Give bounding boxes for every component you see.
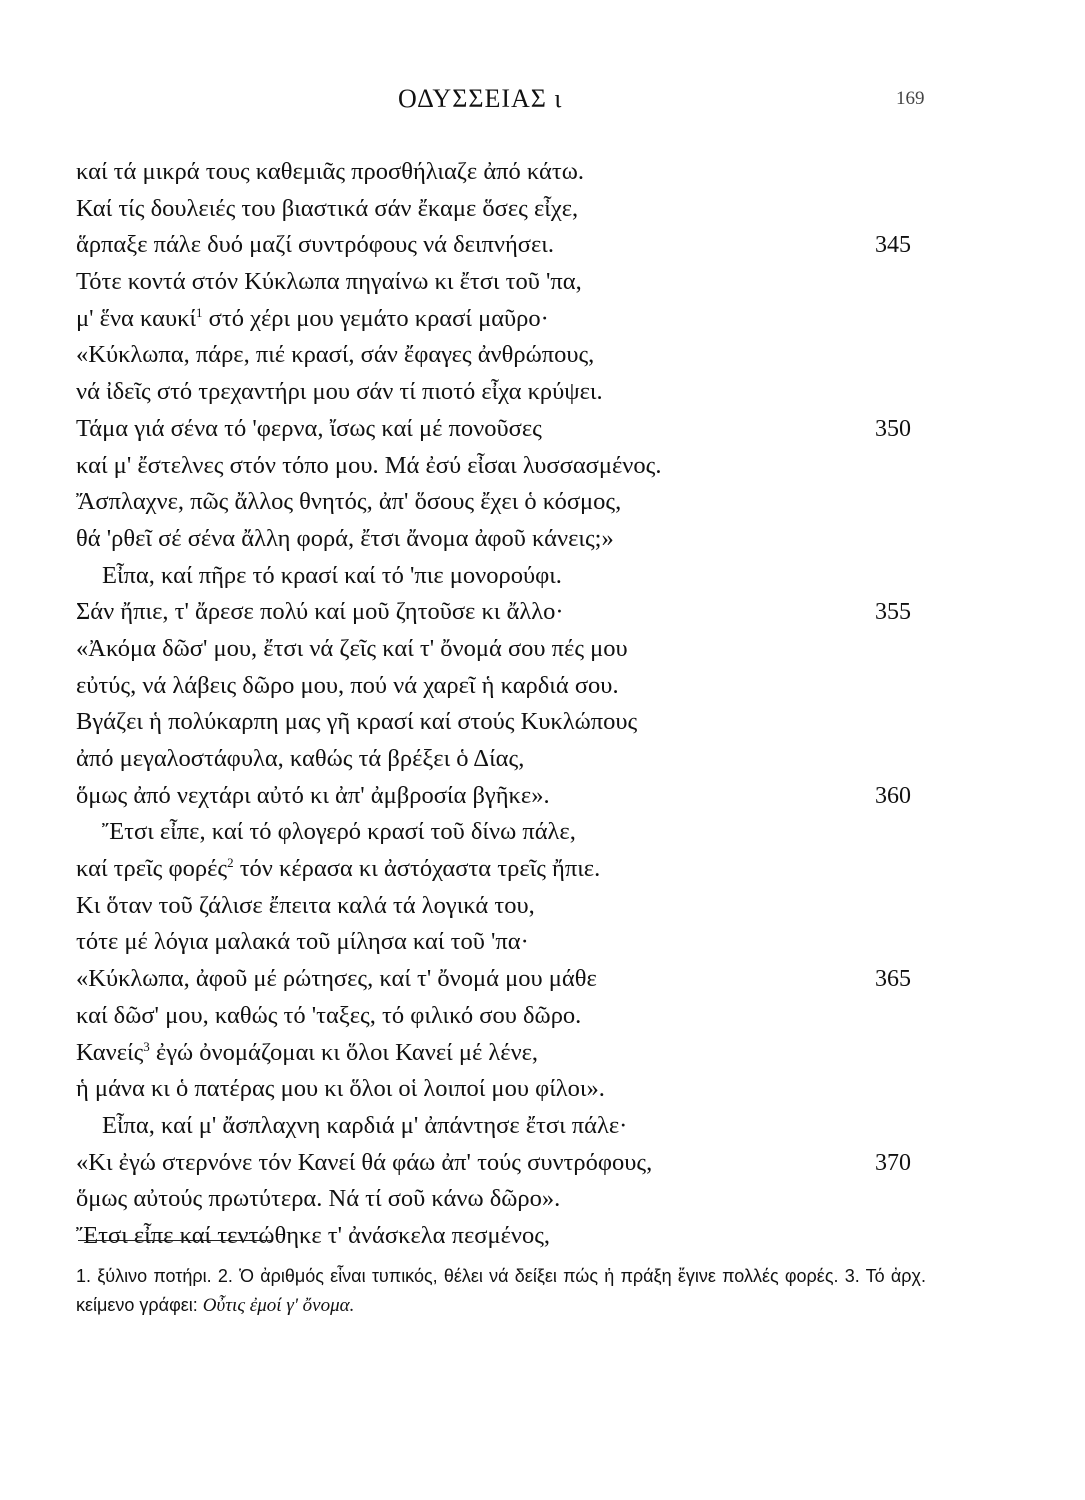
verse-text-part: Ἄσπλαχνε, πῶς ἄλλος θνητός, ἀπ' ὅσους ἔχει ὁ κόσμος,: [76, 488, 622, 516]
verse-line: [76, 484, 936, 521]
verse-line: [76, 337, 936, 374]
verse-text: [76, 562, 562, 589]
verse-line: [76, 704, 936, 741]
verse-text: [76, 452, 661, 479]
verse-text-part: Τότε κοντά στόν Κύκλωπα πηγαίνω κι ἔτσι τοῦ 'πα,: [76, 268, 582, 296]
verse-text: [76, 708, 637, 735]
verse-text: [76, 928, 529, 955]
verse-line: [76, 411, 936, 448]
verse-text-part: ἀπό μεγαλοστάφυλα, καθώς τά βρέξει ὁ Δίας,: [76, 745, 525, 772]
footnote-marker: 1: [196, 304, 203, 320]
verse-line: [76, 191, 936, 228]
verse-text: [76, 305, 549, 332]
footnote-3: 3. Τό ἀρχ. κείμενο γράφει:: [76, 1266, 926, 1315]
line-number: 345: [875, 232, 911, 259]
verse-text: [76, 158, 584, 185]
verse-line: [76, 521, 936, 558]
footnote-marker: 2: [227, 855, 234, 871]
page-number: 169: [896, 88, 925, 109]
verse-text: [76, 598, 564, 625]
verse-line: [76, 888, 936, 925]
verse-text-part: στό χέρι μου γεμάτο κρασί μαῦρο·: [202, 304, 549, 332]
verse-text-part: «Κι ἐγώ στερνόνε τόν Κανεί θά φάω ἀπ' τούς συντρόφους,: [76, 1148, 653, 1176]
verse-text-part: Κανείς: [76, 1038, 144, 1066]
verse-line: [76, 558, 936, 595]
verse-text: [76, 1002, 581, 1029]
verse-line: [76, 924, 936, 961]
footnote-3-quote: Οὖτις ἐμοί γ' ὄνομα.: [202, 1295, 355, 1316]
verse-text: [76, 1039, 538, 1066]
verse-text-part: καί μ' ἔστελνες στόν τόπο μου. Μά ἐσύ εἶσαι λυσσασμένος.: [76, 451, 662, 479]
verse-line: [76, 1181, 936, 1218]
verse-line: [76, 778, 936, 815]
line-number: 370: [875, 1149, 911, 1176]
running-head: [0, 84, 1085, 124]
verse-line: [76, 814, 936, 851]
verse-text: [76, 672, 619, 699]
verse-text: [76, 1075, 605, 1102]
verse-text: [76, 818, 576, 845]
verse-text-part: Βγάζει ἡ πολύκαρπη μας γῆ κρασί καί στούς Κυκλώπους: [76, 708, 638, 736]
verse-text-part: θά 'ρθεῖ σέ σένα ἄλλη φορά, ἔτσι ἄνομα ἀφοῦ κάνεις;»: [76, 524, 614, 552]
verse-text: [76, 1149, 652, 1176]
verse-line: [76, 374, 936, 411]
verse-text-part: καί τά μικρά τους καθεμιᾶς προσθήλιαζε ἀπό κάτω.: [76, 158, 584, 185]
verse-text: [76, 378, 603, 405]
verse-text-part: ἅρπαξε πάλε δυό μαζί συντρόφους νά δειπνήσει.: [76, 231, 555, 259]
verse-text: [76, 782, 550, 809]
verse-text-part: ἐγώ ὀνομάζομαι κι ὅλοι Κανεί μέ λένε,: [149, 1038, 539, 1066]
verse-text: [76, 1185, 560, 1212]
line-number: 350: [875, 415, 911, 442]
poem-text: [76, 154, 936, 1255]
verse-text: [76, 195, 578, 222]
verse-line: [76, 1145, 936, 1182]
verse-text-part: Σάν ἤπιε, τ' ἄρεσε πολύ καί μοῦ ζητοῦσε κι ἄλλο·: [76, 598, 564, 626]
verse-line: [76, 264, 936, 301]
verse-line: [76, 301, 936, 338]
verse-text-part: ὅμως ἀπό νεχτάρι αὐτό κι ἀπ' ἀμβροσία βγῆκε».: [76, 781, 550, 809]
verse-text: [76, 1112, 627, 1139]
verse-text-part: «Κύκλωπα, πάρε, πιέ κρασί, σάν ἔφαγες ἀνθρώπους,: [76, 341, 595, 369]
verse-text: [76, 745, 524, 772]
verse-line: [76, 594, 936, 631]
verse-text-part: τόν κέρασα κι ἀστόχαστα τρεῖς ἤπιε.: [233, 855, 601, 883]
verse-text-part: Ἔτσι εἶπε, καί τό φλογερό κρασί τοῦ δίνω πάλε,: [102, 818, 576, 846]
verse-text-part: Ἔτσι εἶπε καί τεντώθηκε τ' ἀνάσκελα πεσμένος,: [76, 1221, 551, 1249]
verse-text: [76, 855, 600, 882]
verse-text: [76, 488, 621, 515]
footnote-1: 1. ξύλινο ποτήρι.: [76, 1266, 212, 1286]
verse-line: [76, 668, 936, 705]
verse-text: [76, 268, 582, 295]
line-number: 360: [875, 782, 911, 809]
verse-text: [76, 1222, 550, 1249]
line-number: 355: [875, 599, 911, 626]
footnote-marker: 3: [143, 1038, 150, 1054]
verse-text-part: εὐτύς, νά λάβεις δῶρο μου, πού νά χαρεῖ ἡ καρδιά σου.: [76, 671, 619, 699]
verse-line: [76, 1218, 936, 1255]
verse-text-part: Εἶπα, καί πῆρε τό κρασί καί τό 'πιε μονορούφι.: [102, 561, 562, 589]
footnote-2: 2. Ὁ ἀριθμός εἶναι τυπικός, θέλει νά δείξει πώς ἡ πράξη ἔγινε πολλές φορές.: [217, 1266, 839, 1286]
verse-line: [76, 154, 936, 191]
verse-text-part: «Ἀκόμα δῶσ' μου, ἔτσι νά ζεῖς καί τ' ὄνομά σου πές μου: [76, 634, 628, 662]
running-title: ΟΔΥΣΣΕΙΑΣ ι: [398, 84, 563, 113]
verse-text: [76, 341, 594, 368]
verse-line: [76, 631, 936, 668]
verse-line: [76, 448, 936, 485]
verse-text: [76, 415, 542, 442]
verse-line: [76, 851, 936, 888]
verse-text: [76, 525, 614, 552]
verse-text-part: τότε μέ λόγια μαλακά τοῦ μίλησα καί τοῦ 'πα·: [76, 928, 529, 956]
verse-line: [76, 1035, 936, 1072]
verse-text: [76, 231, 554, 258]
verse-text-part: νά ἰδεῖς στό τρεχαντήρι μου σάν τί πιοτό εἶχα κρύψει.: [76, 378, 603, 406]
footnote-rule: [78, 1240, 272, 1241]
verse-text: [76, 635, 628, 662]
verse-text-part: Εἶπα, καί μ' ἄσπλαχνη καρδιά μ' ἀπάντησε ἔτσι πάλε·: [102, 1111, 628, 1139]
verse-line: [76, 741, 936, 778]
verse-line: [76, 998, 936, 1035]
verse-line: [76, 1108, 936, 1145]
verse-text-part: Κι ὅταν τοῦ ζάλισε ἔπειτα καλά τά λογικά του,: [76, 891, 535, 919]
verse-text: [76, 965, 597, 992]
verse-text-part: ὅμως αὐτούς πρωτύτερα. Νά τί σοῦ κάνω δῶρο».: [76, 1185, 561, 1213]
verse-text-part: ἡ μάνα κι ὁ πατέρας μου κι ὅλοι οἱ λοιποί μου φίλοι».: [76, 1075, 605, 1103]
verse-text-part: μ' ἕνα καυκί: [76, 304, 197, 332]
verse-line: [76, 227, 936, 264]
verse-text-part: Καί τίς δουλειές του βιαστικά σάν ἔκαμε ὅσες εἶχε,: [76, 194, 579, 222]
verse-text-part: Τάμα γιά σένα τό 'φερνα, ἴσως καί μέ πονοῦσες: [76, 414, 542, 442]
footnotes: [76, 1262, 926, 1320]
verse-text: [76, 892, 535, 919]
line-number: 365: [875, 966, 911, 993]
verse-line: [76, 961, 936, 998]
verse-text-part: καί δῶσ' μου, καθώς τό 'ταξες, τό φιλικό σου δῶρο.: [76, 1001, 582, 1029]
verse-text-part: καί τρεῖς φορές: [76, 855, 228, 883]
verse-line: [76, 1071, 936, 1108]
verse-text-part: «Κύκλωπα, ἀφοῦ μέ ρώτησες, καί τ' ὄνομά μου μάθε: [76, 965, 597, 993]
